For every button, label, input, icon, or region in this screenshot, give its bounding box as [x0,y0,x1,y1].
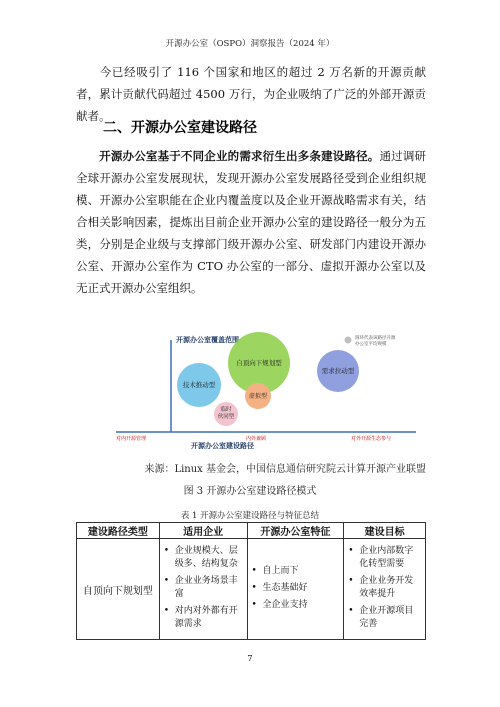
legend-text [355,334,396,347]
header-path-type: 建设路径类型 [77,523,160,539]
path-summary-table [76,522,426,640]
cell-path-type: 自顶向下规划型 [77,539,160,640]
bubble-top-down-label: 自顶向下规划型 [236,359,282,367]
bubble-diagram [76,328,426,458]
paragraph-2-lead: 开源办公室基于不同企业的需求衍生出多条建设路径。 [99,149,380,163]
bubble-temporary-label-line: 临时 [220,407,232,413]
cell-goals [344,539,426,640]
legend-text-line: 办公室平均规模 [355,342,387,347]
paragraph-2-body: 通过调研全球开源办公室发展现状，发现开源办公室发展路径受到企业组织规模、开源办公室职能在企业内覆盖度以及企业开源战略需求有关，结合相关影响因素，提炼出目前企业开源办公室的建设路径一般分为五类，分别是企业级与支撑部门级开源办公室、研发部门内建设开源办公室、开源办公室作为 CTO 办公室的一部分、虚拟开源办公室以及无正式开源办公室组织。 [76,149,427,295]
table-caption: 表 1 开源办公室建设路径与特征总结 [180,511,320,521]
bubble-demand-driven-label: 需求拉动型 [321,367,355,375]
feature-item: • 生态基础好 [251,582,341,595]
enterprise-item: • 对内对外都有开源需求 [163,605,244,631]
enterprise-item: • 企业业务场景丰富 [163,575,244,601]
y-axis-label: 开源办公室覆盖范围 [176,336,239,344]
feature-item: • 自上而下 [251,565,341,578]
running-header: 开源办公室（OSPO）洞察报告（2024 年） [165,39,335,49]
bubble-temporary-label-line: 伙同型 [217,414,235,420]
figure-caption: 图 3 开源办公室建设路径模式 [183,486,317,497]
x-tick-internal: 对内开源管理 [116,436,147,442]
header-features: 开源办公室特征 [247,523,344,539]
goal-item: • 企业业务开发效率提升 [347,575,422,601]
page-number: 7 [247,654,253,664]
cell-features [247,539,344,640]
cell-enterprises [159,539,247,640]
x-axis-label: 开源办公室建设路径 [191,442,254,450]
header-goals: 建设目标 [344,523,426,539]
table-header-row [77,523,426,539]
x-tick-external: 对外开源生态参与 [351,436,392,442]
goal-item: • 企业内部数字化转型需要 [347,545,422,571]
legend-text-line: 圆环代表该路径开源 [355,336,396,341]
enterprise-item: • 企业规模大、层级多、结构复杂 [163,545,244,571]
x-tick-both: 内外兼顾 [246,436,267,442]
feature-item: • 全企业支持 [251,599,341,612]
paragraph-1-text: 今已经吸引了 116 个国家和地区的超过 2 万名新的开源贡献者，累计贡献代码超过 4500 万行，为企业吸纳了广泛的外部开源贡献者。 [76,65,426,123]
figure-source: 来源：Linux 基金会，中国信息通信研究院云计算开源产业联盟 [144,464,426,475]
bubble-virtual-label: 虚拟型 [248,393,268,400]
path-model-figure [76,328,426,458]
section-heading: 二、开源办公室建设路径 [103,120,257,136]
table-row [77,539,426,640]
paragraph-2 [76,145,426,299]
bubble-tech-driven-label: 技术推动型 [182,381,216,389]
header-enterprises: 适用企业 [159,523,247,539]
legend-marker [345,337,352,344]
goal-item: • 企业开源项目完善 [347,605,422,631]
